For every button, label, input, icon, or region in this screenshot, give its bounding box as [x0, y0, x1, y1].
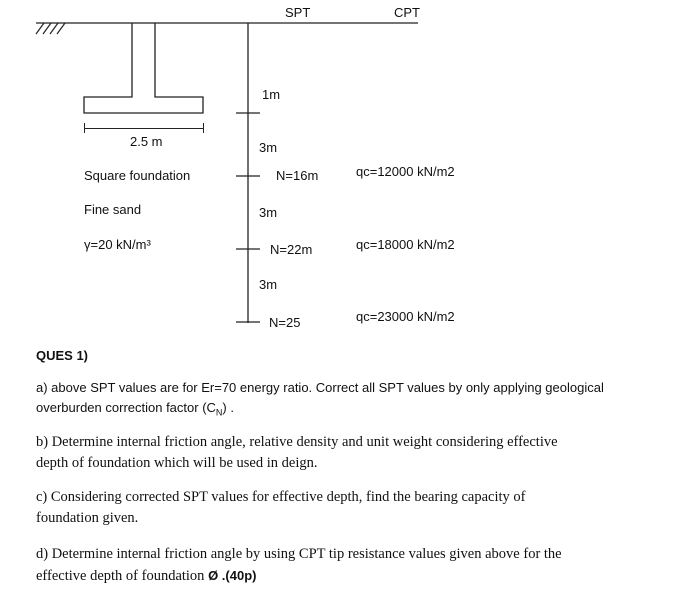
spt-value: N=22m	[270, 242, 313, 257]
question-d-line2: effective depth of foundation Ø .(40p)	[36, 568, 257, 584]
question-d-line1: d) Determine internal friction angle by using CPT tip resistance values given above for the	[36, 546, 562, 562]
question-c-line1: c) Considering corrected SPT values for effective depth, find the bearing capacity of	[36, 489, 526, 505]
question-b-line1: b) Determine internal friction angle, relative density and unit weight considering effective	[36, 434, 558, 450]
spt-header: SPT	[285, 5, 311, 20]
unit-weight-label: γ=20 kN/m³	[84, 237, 151, 252]
question-part-c	[36, 487, 676, 529]
question-part-b	[36, 432, 676, 474]
foundation-outline	[84, 23, 203, 113]
width-dimension-line	[84, 128, 204, 129]
diameter-symbol: Ø	[208, 568, 219, 583]
question-title: QUES 1)	[36, 348, 89, 363]
cpt-header: CPT	[394, 5, 420, 20]
depth-label: 3m	[259, 140, 278, 155]
ground-hatch	[36, 23, 65, 34]
depth-label: 3m	[259, 277, 278, 292]
question-a-line1: a) above SPT values are for Er=70 energy ratio. Correct all SPT values by only applying geological	[36, 380, 604, 395]
soil-type-label: Fine sand	[84, 202, 142, 217]
cpt-value: qc=23000 kN/m2	[356, 309, 455, 324]
cpt-value: qc=12000 kN/m2	[356, 164, 455, 179]
width-dimension-left-tick	[84, 123, 85, 133]
depth-label: 3m	[259, 205, 278, 220]
marks-label: .(40p)	[218, 568, 257, 583]
question-b-line2: depth of foundation which will be used in deign.	[36, 455, 318, 471]
spt-value: N=16m	[276, 168, 319, 183]
foundation-type-label: Square foundation	[84, 168, 191, 183]
depth-label: 1m	[262, 87, 281, 102]
question-c-line2: foundation given.	[36, 510, 139, 526]
question-a-line2: overburden correction factor $(C_N)$ .	[36, 400, 234, 418]
cpt-value: qc=18000 kN/m2	[356, 237, 455, 252]
width-dimension-right-tick	[203, 123, 204, 133]
question-part-d	[36, 544, 676, 587]
spt-value: N=25	[269, 315, 301, 330]
question-part-a	[36, 378, 676, 423]
foundation-width-label: 2.5 m	[130, 134, 163, 149]
